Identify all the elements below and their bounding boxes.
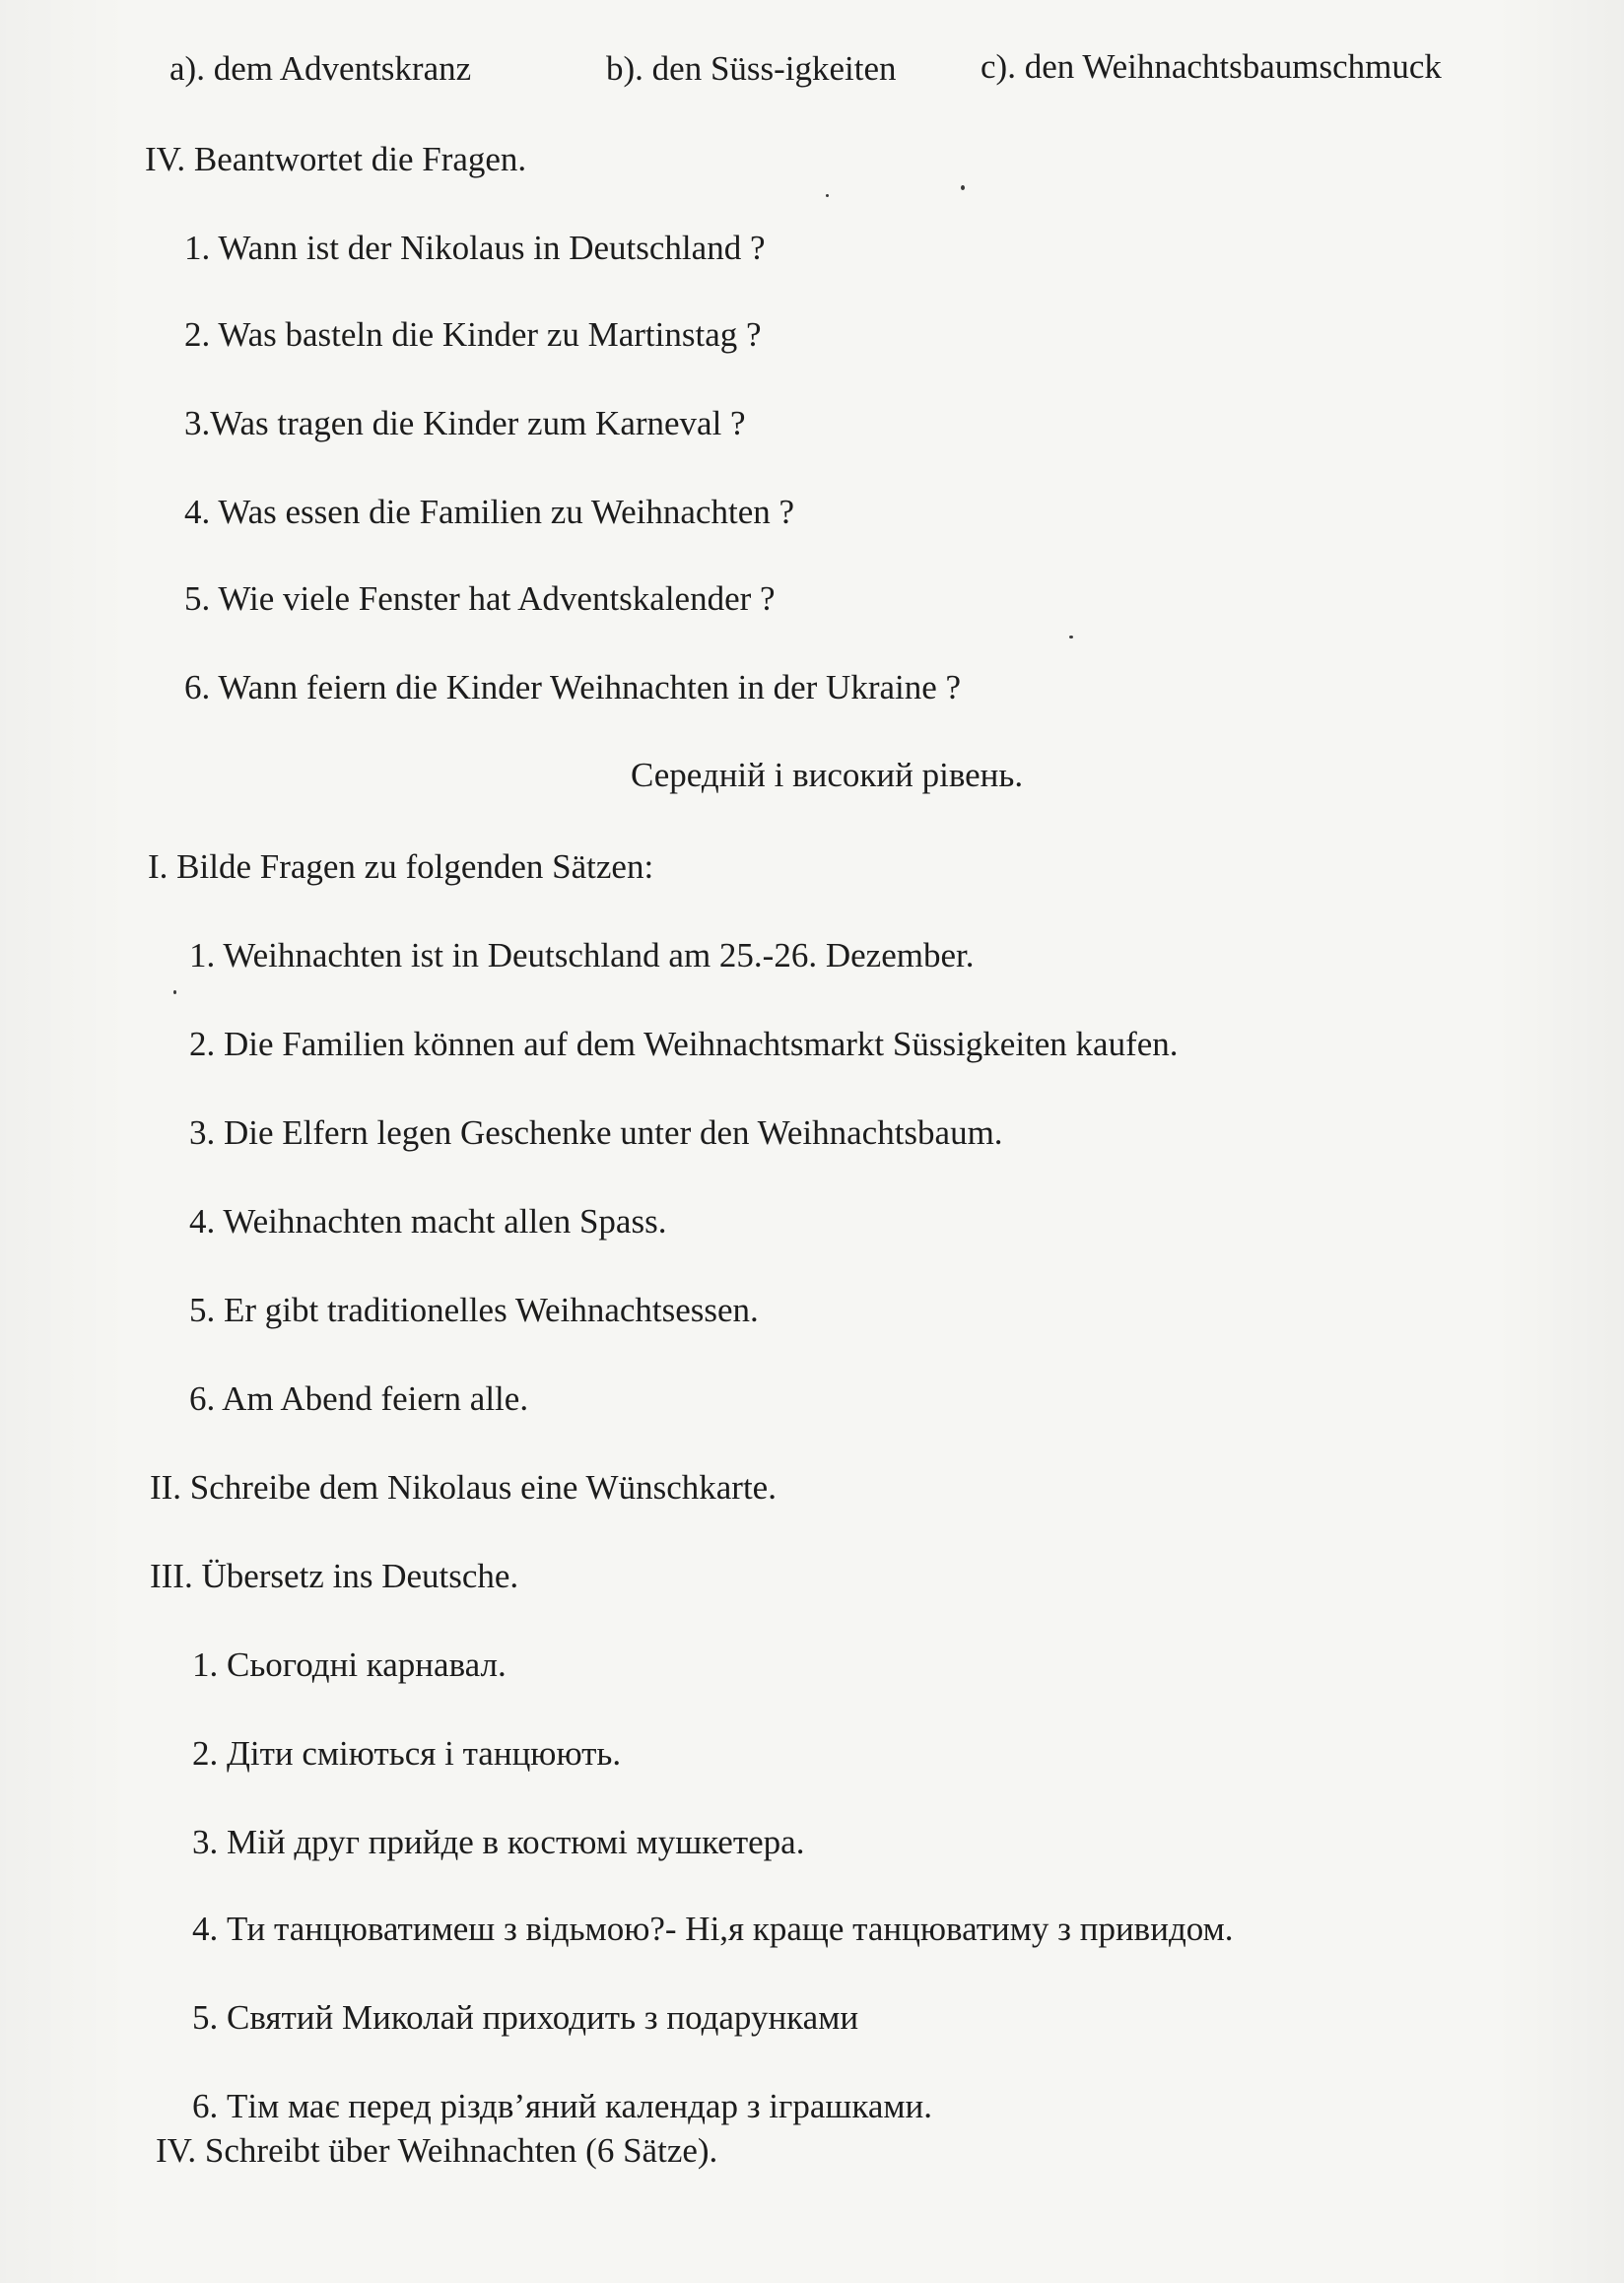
sentence-item: 3. Die Elfern legen Geschenke unter den Weihnachtsbaum. — [189, 1113, 1003, 1152]
question-item: 1. Wann ist der Nikolaus in Deutschland ? — [184, 229, 766, 267]
section-iii-heading: III. Übersetz ins Deutsche. — [150, 1557, 519, 1595]
question-item: 3.Was tragen die Kinder zum Karneval ? — [184, 404, 746, 442]
question-item: 2. Was basteln die Kinder zu Martinstag ? — [184, 315, 762, 354]
sentence-item: 4. Weihnachten macht allen Spass. — [189, 1202, 667, 1241]
question-item: 5. Wie viele Fenster hat Adventskalender ? — [184, 579, 776, 618]
sentence-item: 2. Die Familien können auf dem Weihnachtsmarkt Süssigkeiten kaufen. — [189, 1025, 1179, 1063]
scan-speck — [826, 194, 829, 197]
option-c: c). den Weihnachtsbaumschmuck — [981, 47, 1442, 86]
section-iv-heading: IV. Schreibt über Weihnachten (6 Sätze). — [156, 2131, 718, 2170]
option-b: b). den Süss-igkeiten — [606, 49, 897, 88]
scan-speck — [173, 990, 176, 994]
scan-speck — [1069, 636, 1073, 638]
translation-item: 6. Тім має перед різдв’яний календар з іграшками. — [192, 2087, 932, 2125]
translation-item: 5. Святий Миколай приходить з подарунками — [192, 1998, 859, 2037]
level-heading: Середній і високий рівень. — [631, 756, 1024, 794]
sentence-item: 5. Er gibt traditionelles Weihnachtsessen. — [189, 1291, 759, 1329]
sentence-item: 6. Am Abend feiern alle. — [189, 1379, 529, 1418]
translation-item: 2. Діти сміються і танцюють. — [192, 1734, 622, 1773]
option-a: a). dem Adventskranz — [169, 49, 472, 88]
question-item: 6. Wann feiern die Kinder Weihnachten in der Ukraine ? — [184, 668, 962, 706]
section-i-heading: I. Bilde Fragen zu folgenden Sätzen: — [148, 847, 654, 886]
sentence-item: 1. Weihnachten ist in Deutschland am 25.-26. Dezember. — [189, 936, 975, 974]
translation-item: 1. Сьогодні карнавал. — [192, 1645, 507, 1684]
section-ii-heading: II. Schreibe dem Nikolaus eine Wünschkarte. — [150, 1468, 777, 1507]
scan-speck — [961, 185, 965, 190]
translation-item: 4. Ти танцюватимеш з відьмою?- Ні,я краще танцюватиму з привидом. — [192, 1910, 1234, 1948]
question-item: 4. Was essen die Familien zu Weihnachten ? — [184, 493, 795, 531]
section-iv-easy-heading: IV. Beantwortet die Fragen. — [145, 140, 527, 178]
translation-item: 3. Мій друг прийде в костюмі мушкетера. — [192, 1823, 805, 1861]
